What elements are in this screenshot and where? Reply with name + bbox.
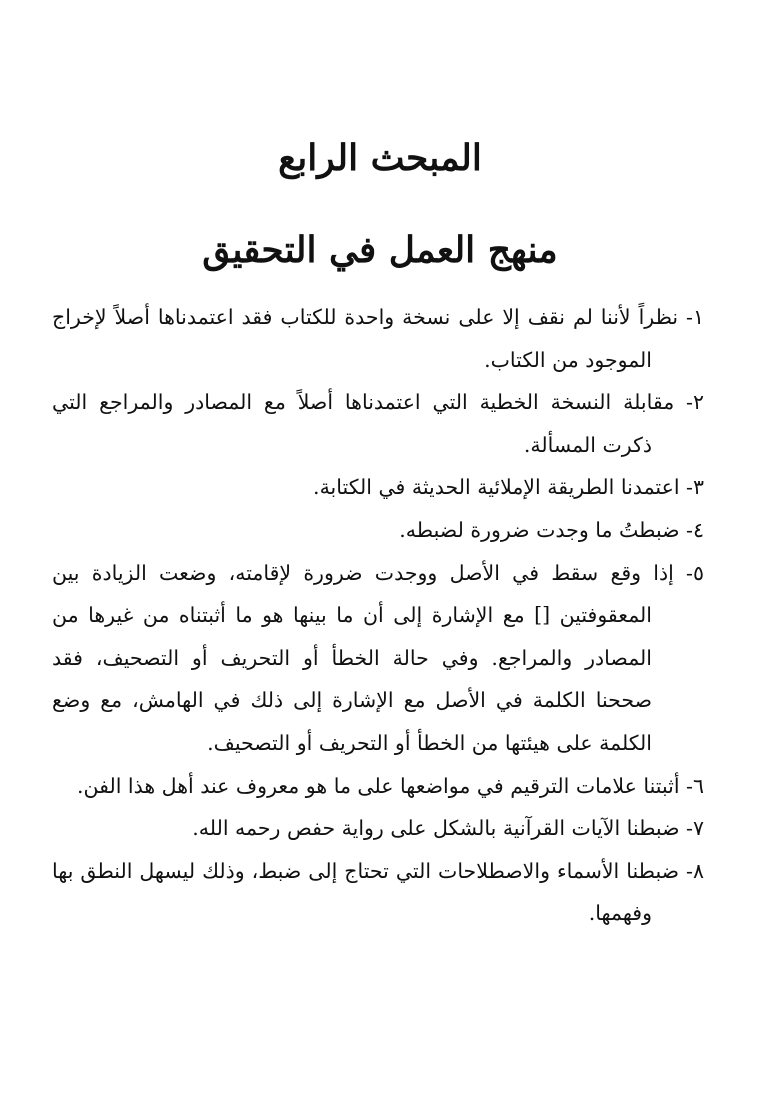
page-subtitle: منهج العمل في التحقيق bbox=[202, 229, 558, 271]
list-item: ٣- اعتمدنا الطريقة الإملائية الحديثة في الكتابة. bbox=[313, 475, 704, 500]
list-item: ٤- ضبطتُ ما وجدت ضرورة لضبطه. bbox=[399, 517, 704, 542]
list-item: ٧- ضبطنا الآيات القرآنية بالشكل على رواية حفص رحمه الله. bbox=[192, 816, 704, 841]
list-item: ٨- ضبطنا الأسماء والاصطلاحات التي تحتاج إلى ضبط، وذلك ليسهل النطق بها وفهمها. bbox=[52, 858, 704, 926]
list-item: ١- نظراً لأننا لم نقف إلا على نسخة واحدة للكتاب فقد اعتمدناها أصلاً لإخراج الموجود من الكتاب. bbox=[52, 305, 704, 372]
methodology-list bbox=[52, 296, 704, 935]
list-item: ٦- أثبتنا علامات الترقيم في مواضعها على ما هو معروف عند أهل هذا الفن. bbox=[76, 773, 704, 798]
list-item: ٥- إذا وقع سقط في الأصل ووجدت ضرورة لإقامته، وضعت الزيادة بين المعقوفتين [] مع الإشارة إلى أن ما بينها هو ما أثبتناه من غيرها من المصادر والمراجع. وفي حالة الخطأ أو التحريف أو التصحيف، فقد صححنا الكلمة في الأصل مع الإشارة إلى ذلك في الهامش، مع وضع الكلمة على هيئتها من الخطأ أو التحريف أو التصحيف. bbox=[52, 560, 704, 755]
section-title: المبحث الرابع bbox=[278, 137, 482, 179]
list-item: ٢- مقابلة النسخة الخطية التي اعتمدناها أصلاً مع المصادر والمراجع التي ذكرت المسألة. bbox=[52, 390, 704, 457]
